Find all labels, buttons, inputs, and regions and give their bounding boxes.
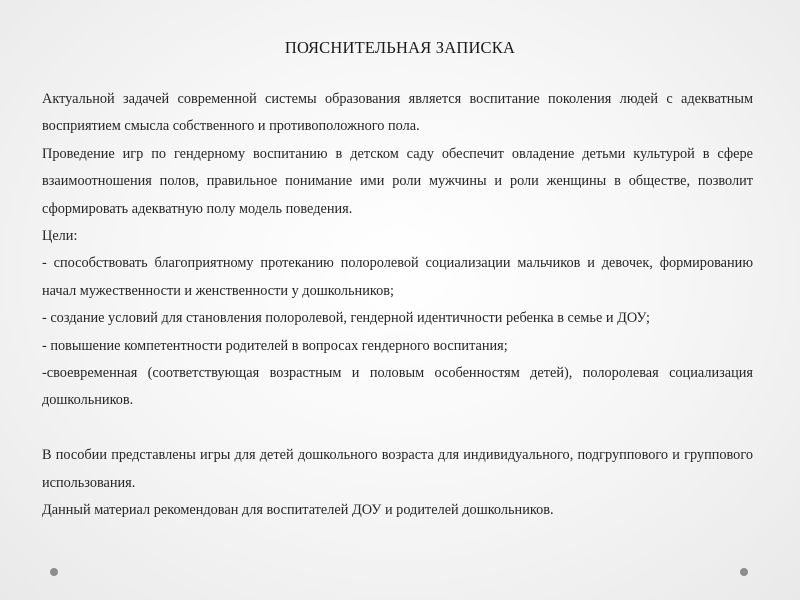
slide-body <box>42 86 753 524</box>
paragraph-intro: Актуальной задачей современной системы образования является воспитание поколения людей с адекватным восприятием смысла собственного и противоположного пола. <box>42 91 753 135</box>
goal-item-3: - повышение компетентности родителей в вопросах гендерного воспитания; <box>42 337 508 354</box>
paragraph-recommendation: Данный материал рекомендован для воспитателей ДОУ и родителей дошкольников. <box>42 502 554 519</box>
goal-item-2: - создание условий для становления полоролевой, гендерной идентичности ребенка в семье и ДОУ; <box>42 310 650 327</box>
goal-item-4: -своевременная (соответствующая возрастным и половым особенностям детей), полоролевая социализация дошкольников. <box>42 365 753 409</box>
paragraph-spacer <box>42 415 753 442</box>
decorative-dot-left <box>50 568 58 576</box>
paragraph-games: Проведение игр по гендерному воспитанию в детском саду обеспечит овладение детьми культурой в сфере взаимоотношения полов, правильное понимание ими роли мужчины и роли женщины в обществе, позволит сформировать адекватную полу модель поведения. <box>42 145 753 217</box>
paragraph-manual: В пособии представлены игры для детей дошкольного возраста для индивидуального, подгруппового и группового использования. <box>42 447 753 491</box>
decorative-dot-right <box>740 568 748 576</box>
goals-heading: Цели: <box>42 228 78 245</box>
goal-item-1: - способствовать благоприятному протеканию полоролевой социализации мальчиков и девочек, формированию начал мужественности и женственности у дошкольников; <box>42 255 753 299</box>
slide-title: ПОЯСНИТЕЛЬНАЯ ЗАПИСКА <box>284 38 516 57</box>
